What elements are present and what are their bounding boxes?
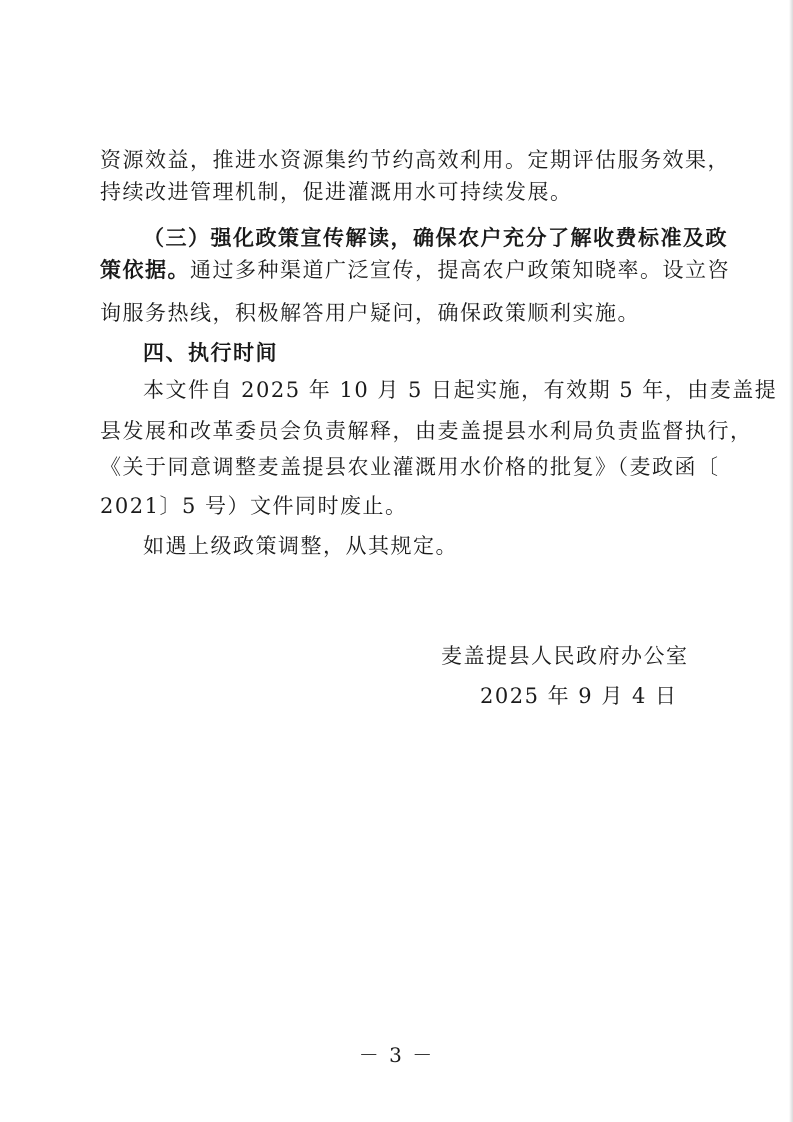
para3-line2: 县发展和改革委员会负责解释，由麦盖提县水利局负责监督执行， <box>100 419 753 443</box>
section-heading: 四、执行时间 <box>143 341 278 365</box>
para1-line2: 持续改进管理机制，促进灌溉用水可持续发展。 <box>100 180 573 204</box>
para3-line4: 2021〕5 号）文件同时废止。 <box>100 494 408 518</box>
page-number: － 3 － <box>358 1043 435 1067</box>
para2-line1 <box>143 224 743 252</box>
para2-line3: 询服务热线，积极解答用户疑问，确保政策顺利实施。 <box>100 301 640 325</box>
para3-line3: 《关于同意调整麦盖提县农业灌溉用水价格的批复》（麦政函〔 <box>100 455 720 479</box>
para2-bold-tail: 策依据。 <box>100 257 190 282</box>
para2-line2 <box>100 256 730 284</box>
para2-text: 通过多种渠道广泛宣传，提高农户政策知晓率。设立咨 <box>190 258 730 282</box>
issuer-name: 麦盖提县人民政府办公室 <box>441 644 689 668</box>
para4: 如遇上级政策调整，从其规定。 <box>143 534 458 558</box>
scan-edge-shadow <box>789 0 793 1122</box>
issue-date: 2025 年 9 月 4 日 <box>480 684 678 708</box>
para2-bold-lead: （三）强化政策宣传解读，确保农户充分了解收费标准及政 <box>143 225 728 250</box>
para1-line1: 资源效益，推进水资源集约节约高效利用。定期评估服务效果， <box>100 148 730 172</box>
para3-line1: 本文件自 2025 年 10 月 5 日起实施，有效期 5 年，由麦盖提 <box>143 378 778 402</box>
